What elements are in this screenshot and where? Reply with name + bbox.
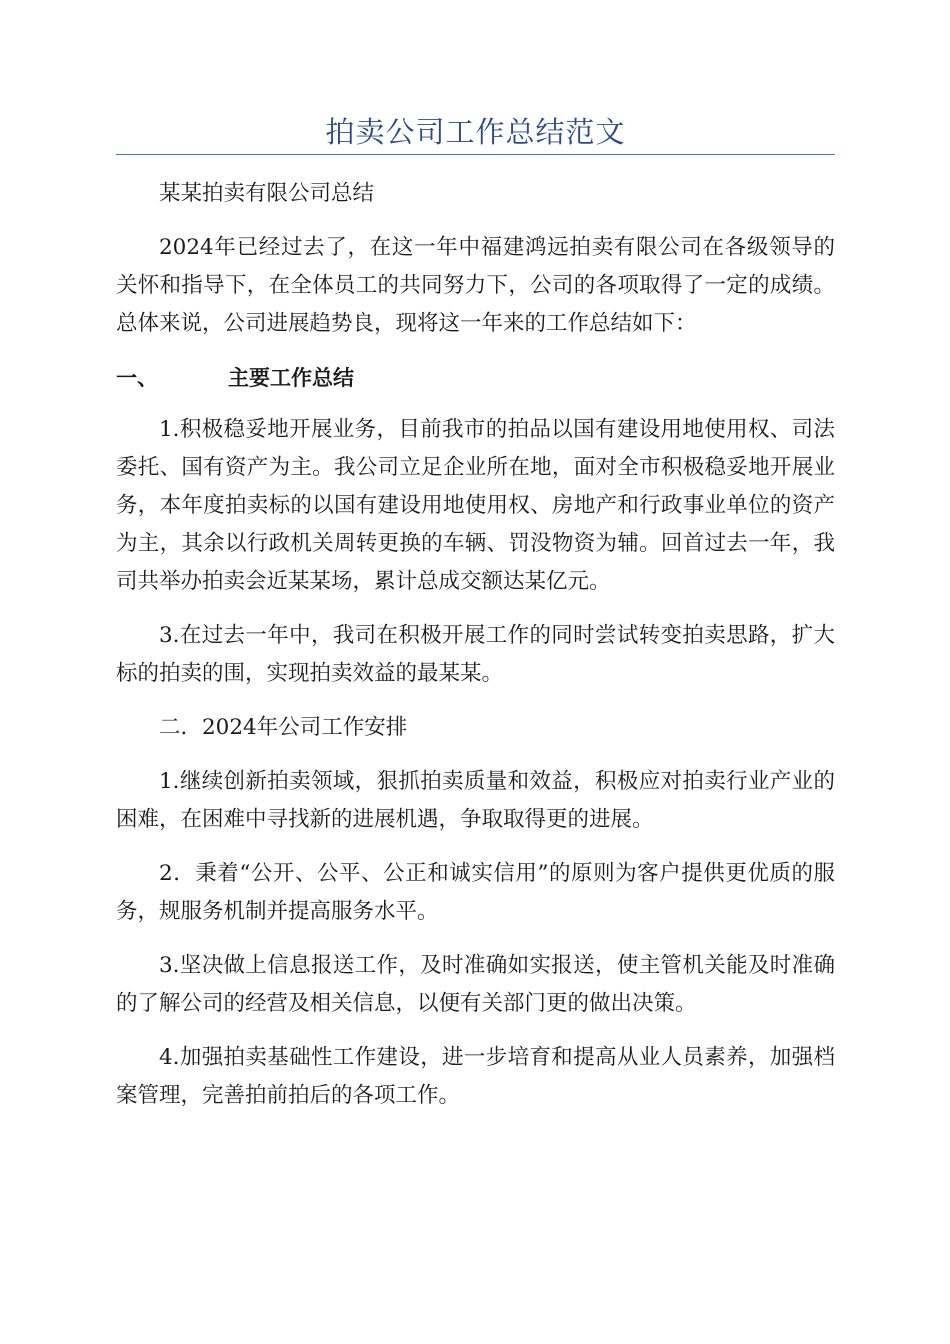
section-number: 一、 xyxy=(116,366,158,390)
page-title: 拍卖公司工作总结范文 xyxy=(325,115,626,149)
plan-item-2: 2．秉着“公开、公平、公正和诚实信用”的原则为客户提供更优质的服务，规服务机制并提高服务水平。 xyxy=(116,861,835,924)
work-item-1: 1.积极稳妥地开展业务，目前我市的拍品以国有建设用地使用权、司法委托、国有资产为主。我公司立足企业所在地，面对全市积极稳妥地开展业务，本年度拍卖标的以国有建设用地使用权、房地产和行政事业单位的资产为主，其余以行政机关周转更换的车辆、罚没物资为辅。回首过去一年，我司共举办拍卖会近某某场，累计总成交额达某亿元。 xyxy=(116,417,835,594)
work-item-3: 3.在过去一年中，我司在积极开展工作的同时尝试转变拍卖思路，扩大标的拍卖的围，实现拍卖效益的最某某。 xyxy=(116,623,835,686)
section-heading-plan: 二．2024年公司工作安排 xyxy=(159,715,408,740)
company-line: 某某拍卖有限公司总结 xyxy=(159,181,375,206)
section-heading-main-work xyxy=(116,359,835,397)
section-title: 主要工作总结 xyxy=(228,366,354,390)
plan-item-3: 3.坚决做上信息报送工作，及时准确如实报送，使主管机关能及时准确的了解公司的经营及相关信息，以便有关部门更的做出决策。 xyxy=(116,953,835,1016)
plan-item-4: 4.加强拍卖基础性工作建设，进一步培育和提高从业人员素养，加强档案管理，完善拍前拍后的各项工作。 xyxy=(116,1045,835,1108)
document-body xyxy=(116,175,835,1131)
intro-paragraph: 2024年已经过去了，在这一年中福建鸿远拍卖有限公司在各级领导的关怀和指导下，在全体员工的共同努力下，公司的各项取得了一定的成绩。总体来说，公司进展趋势良，现将这一年来的工作总结如下： xyxy=(116,235,835,336)
title-underline xyxy=(116,154,835,155)
plan-item-1: 1.继续创新拍卖领域，狠抓拍卖质量和效益，积极应对拍卖行业产业的困难，在困难中寻找新的进展机遇，争取取得更的进展。 xyxy=(116,769,835,832)
